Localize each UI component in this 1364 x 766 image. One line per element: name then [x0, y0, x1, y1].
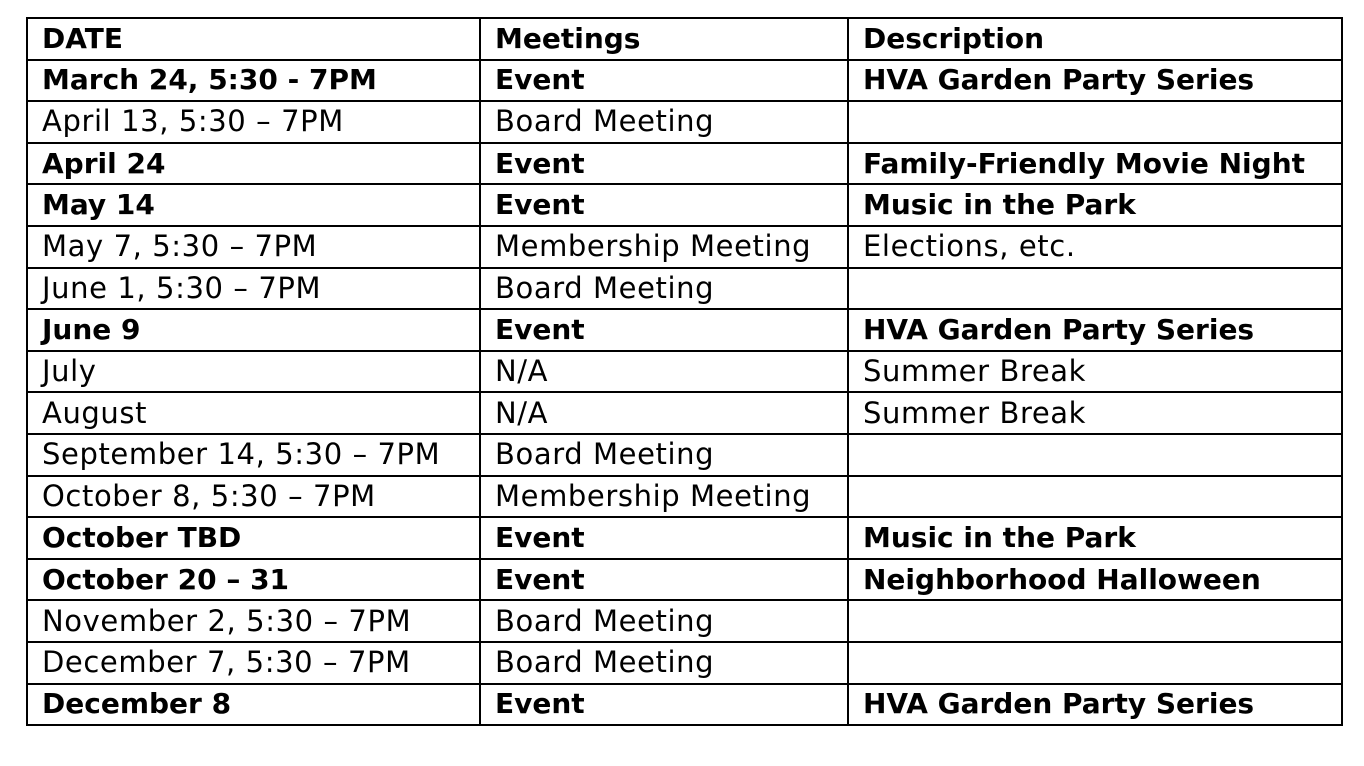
date-cell: August: [27, 392, 480, 434]
description-cell: Neighborhood Halloween: [848, 559, 1342, 601]
meetings-cell: Event: [480, 684, 848, 726]
description-cell: Summer Break: [848, 351, 1342, 393]
date-cell: April 13, 5:30 – 7PM: [27, 101, 480, 143]
table-row: [27, 559, 1342, 601]
table-row: [27, 309, 1342, 351]
table-header-row: [27, 18, 1342, 60]
description-cell: [848, 268, 1342, 310]
date-cell: September 14, 5:30 – 7PM: [27, 434, 480, 476]
date-cell: June 1, 5:30 – 7PM: [27, 268, 480, 310]
description-cell: HVA Garden Party Series: [848, 684, 1342, 726]
description-cell: Elections, etc.: [848, 226, 1342, 268]
date-cell: June 9: [27, 309, 480, 351]
table-row: [27, 143, 1342, 185]
date-cell: October 8, 5:30 – 7PM: [27, 476, 480, 518]
table-row: [27, 434, 1342, 476]
meetings-cell: Event: [480, 559, 848, 601]
table-row: [27, 392, 1342, 434]
meetings-cell: Event: [480, 184, 848, 226]
meetings-cell: N/A: [480, 351, 848, 393]
description-cell: Family-Friendly Movie Night: [848, 143, 1342, 185]
meetings-cell: Event: [480, 143, 848, 185]
schedule-table-body: [27, 18, 1342, 725]
meetings-cell: Board Meeting: [480, 434, 848, 476]
date-cell: October 20 – 31: [27, 559, 480, 601]
table-row: [27, 351, 1342, 393]
date-cell: October TBD: [27, 517, 480, 559]
description-cell: [848, 476, 1342, 518]
description-cell: [848, 642, 1342, 684]
description-cell: Music in the Park: [848, 517, 1342, 559]
table-row: [27, 476, 1342, 518]
meetings-cell: Board Meeting: [480, 268, 848, 310]
description-cell: Summer Break: [848, 392, 1342, 434]
date-cell: November 2, 5:30 – 7PM: [27, 600, 480, 642]
date-cell: December 8: [27, 684, 480, 726]
header-date: DATE: [27, 18, 480, 60]
date-cell: April 24: [27, 143, 480, 185]
table-row: [27, 684, 1342, 726]
description-cell: [848, 600, 1342, 642]
meetings-cell: Board Meeting: [480, 642, 848, 684]
date-cell: May 14: [27, 184, 480, 226]
meetings-cell: N/A: [480, 392, 848, 434]
schedule-sheet: [26, 17, 1343, 726]
header-description: Description: [848, 18, 1342, 60]
header-meetings: Meetings: [480, 18, 848, 60]
date-cell: December 7, 5:30 – 7PM: [27, 642, 480, 684]
date-cell: July: [27, 351, 480, 393]
table-row: [27, 184, 1342, 226]
meetings-cell: Event: [480, 60, 848, 102]
description-cell: [848, 434, 1342, 476]
table-row: [27, 60, 1342, 102]
meetings-cell: Event: [480, 517, 848, 559]
description-cell: HVA Garden Party Series: [848, 60, 1342, 102]
meetings-cell: Membership Meeting: [480, 476, 848, 518]
table-row: [27, 268, 1342, 310]
date-cell: March 24, 5:30 - 7PM: [27, 60, 480, 102]
description-cell: HVA Garden Party Series: [848, 309, 1342, 351]
meetings-cell: Board Meeting: [480, 600, 848, 642]
table-row: [27, 517, 1342, 559]
schedule-table: [26, 17, 1343, 726]
description-cell: Music in the Park: [848, 184, 1342, 226]
table-row: [27, 101, 1342, 143]
table-row: [27, 226, 1342, 268]
table-row: [27, 642, 1342, 684]
meetings-cell: Membership Meeting: [480, 226, 848, 268]
description-cell: [848, 101, 1342, 143]
meetings-cell: Board Meeting: [480, 101, 848, 143]
table-row: [27, 600, 1342, 642]
meetings-cell: Event: [480, 309, 848, 351]
date-cell: May 7, 5:30 – 7PM: [27, 226, 480, 268]
